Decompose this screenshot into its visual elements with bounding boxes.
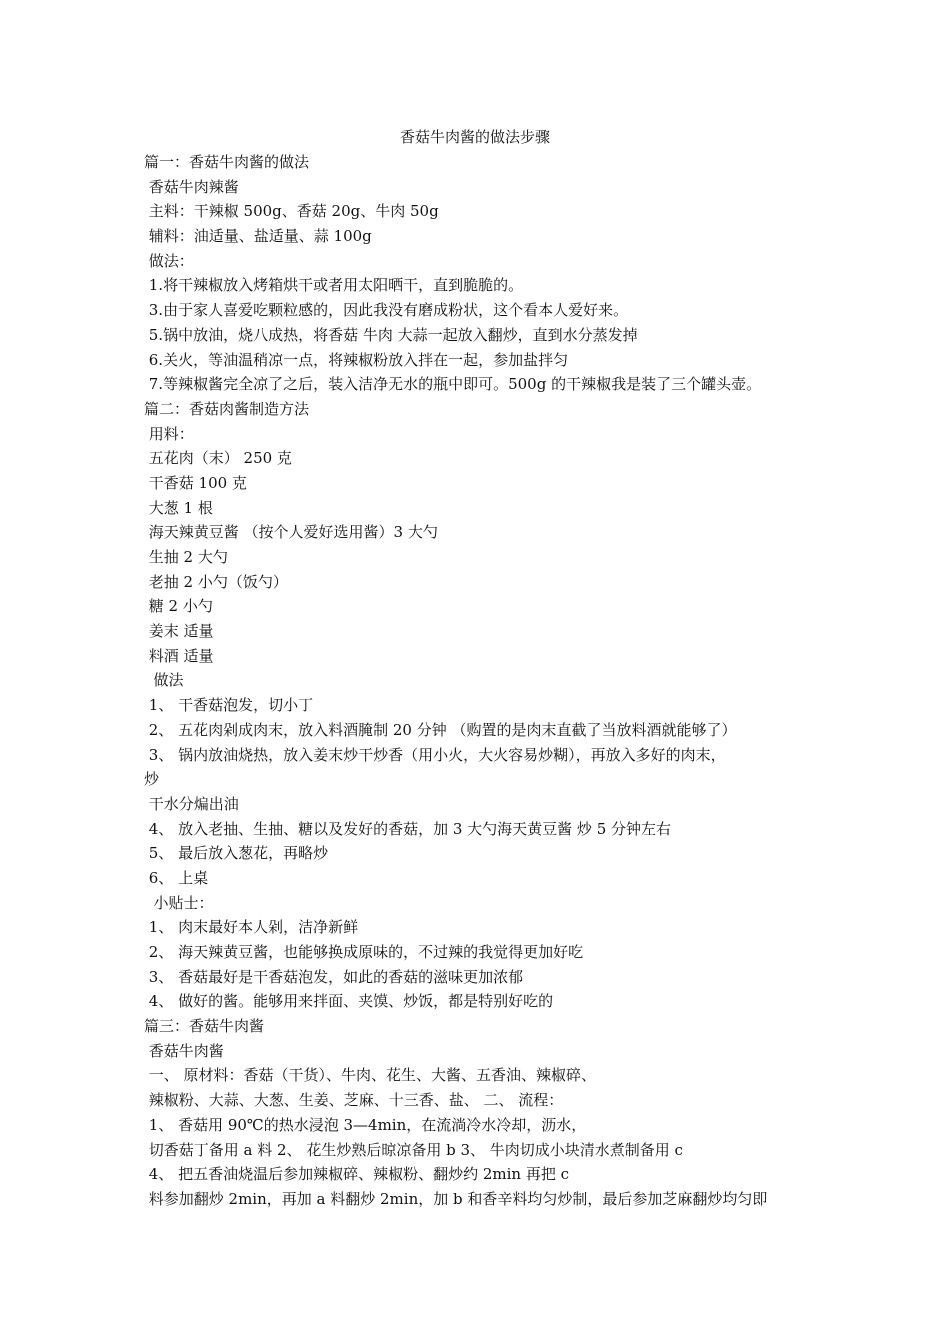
text-line: 干水分煸出油: [144, 794, 239, 813]
text-line: 4、 把五香油烧温后参加辣椒碎、辣椒粉、翻炒约 2min 再把 c: [144, 1165, 570, 1184]
text-line: 主料：干辣椒 500g、香菇 20g、牛肉 50g: [144, 202, 439, 221]
text-line: 5、 最后放入葱花，再略炒: [144, 844, 329, 863]
text-line: 大葱 1 根: [144, 498, 213, 517]
text-line: 香菇牛肉酱: [144, 1041, 224, 1060]
text-line: 辣椒粉、大蒜、大葱、生姜、芝麻、十三香、盐、 二、 流程：: [144, 1091, 564, 1110]
text-line: 5.锅中放油，烧八成热，将香菇 牛肉 大蒜一起放入翻炒，直到水分蒸发掉: [144, 325, 638, 344]
document-body: [144, 150, 824, 1212]
text-line: 用料：: [144, 424, 194, 443]
text-line: 篇一：香菇牛肉酱的做法: [144, 153, 310, 171]
text-line: 海天辣黄豆酱 （按个人爱好选用酱）3 大勺: [144, 523, 438, 542]
text-line: 3、 锅内放油烧热，放入姜末炒干炒香（用小火，大火容易炒糊），再放入多好的肉末，: [144, 745, 726, 764]
text-line: 1、 香菇用 90℃的热水浸泡 3—4min，在流淌冷水冷却，沥水，: [144, 1115, 587, 1134]
text-line: 1.将干辣椒放入烤箱烘干或者用太阳晒干，直到脆脆的。: [144, 276, 524, 295]
text-line: 香菇牛肉辣酱: [144, 177, 239, 196]
text-line: 6、 上桌: [144, 868, 209, 887]
text-line: 糖 2 小勺: [144, 597, 213, 616]
text-line: 做法: [144, 671, 184, 690]
text-line: 老抽 2 小勺（饭勺）: [144, 572, 288, 591]
text-line: 干香菇 100 克: [144, 473, 247, 492]
text-line: 做法：: [144, 251, 194, 270]
text-line: 生抽 2 大勺: [144, 548, 228, 566]
text-line: 3、 香菇最好是干香菇泡发，如此的香菇的滋味更加浓郁: [144, 967, 524, 986]
text-line: 小贴士：: [144, 893, 214, 912]
text-line: 篇三：香菇牛肉酱: [144, 1017, 265, 1036]
text-line: 4、 放入老抽、生抽、糖以及发好的香菇，加 3 大勺海天黄豆酱 炒 5 分钟左右: [144, 819, 672, 838]
document-title: 香菇牛肉酱的做法步骤: [399, 128, 550, 146]
text-line: 料参加翻炒 2min，再加 a 料翻炒 2min，加 b 和香辛料均匀炒制，最后参加芝麻翻炒均匀即: [144, 1189, 768, 1208]
text-line: 五花肉（末） 250 克: [144, 449, 292, 468]
text-line: 1、 肉末最好本人剁，洁净新鲜: [144, 918, 359, 937]
text-line: 6.关火，等油温稍凉一点，将辣椒粉放入拌在一起，参加盐拌匀: [144, 350, 569, 369]
text-line: 7.等辣椒酱完全凉了之后，装入洁净无水的瓶中即可。500g 的干辣椒我是装了三个罐头壶。: [144, 375, 762, 394]
text-line: 4、 做好的酱。能够用来拌面、夹馍、炒饭，都是特别好吃的: [144, 992, 554, 1011]
text-line: 1、 干香菇泡发，切小丁: [144, 696, 314, 715]
text-line: 炒: [144, 770, 160, 789]
text-line: 篇二：香菇肉酱制造方法: [144, 399, 310, 418]
text-line: 料酒 适量: [144, 646, 214, 665]
text-line: 姜末 适量: [144, 622, 214, 641]
text-line: 一、 原材料：香菇（干货）、牛肉、花生、大酱、五香油、辣椒碎、: [144, 1066, 597, 1085]
text-line: 2、 五花肉剁成肉末，放入料酒腌制 20 分钟 （购置的是肉末直截了当放料酒就能够了）: [144, 720, 737, 739]
text-line: 辅料：油适量、盐适量、蒜 100g: [144, 227, 372, 246]
text-line: 2、 海天辣黄豆酱，也能够换成原味的，不过辣的我觉得更加好吃: [144, 943, 584, 961]
text-line: 3.由于家人喜爱吃颗粒感的，因此我没有磨成粉状，这个看本人爱好来。: [144, 301, 629, 320]
text-line: 切香菇丁备用 a 料 2、 花生炒熟后晾凉备用 b 3、 牛肉切成小块清水煮制备用 c: [144, 1140, 683, 1159]
